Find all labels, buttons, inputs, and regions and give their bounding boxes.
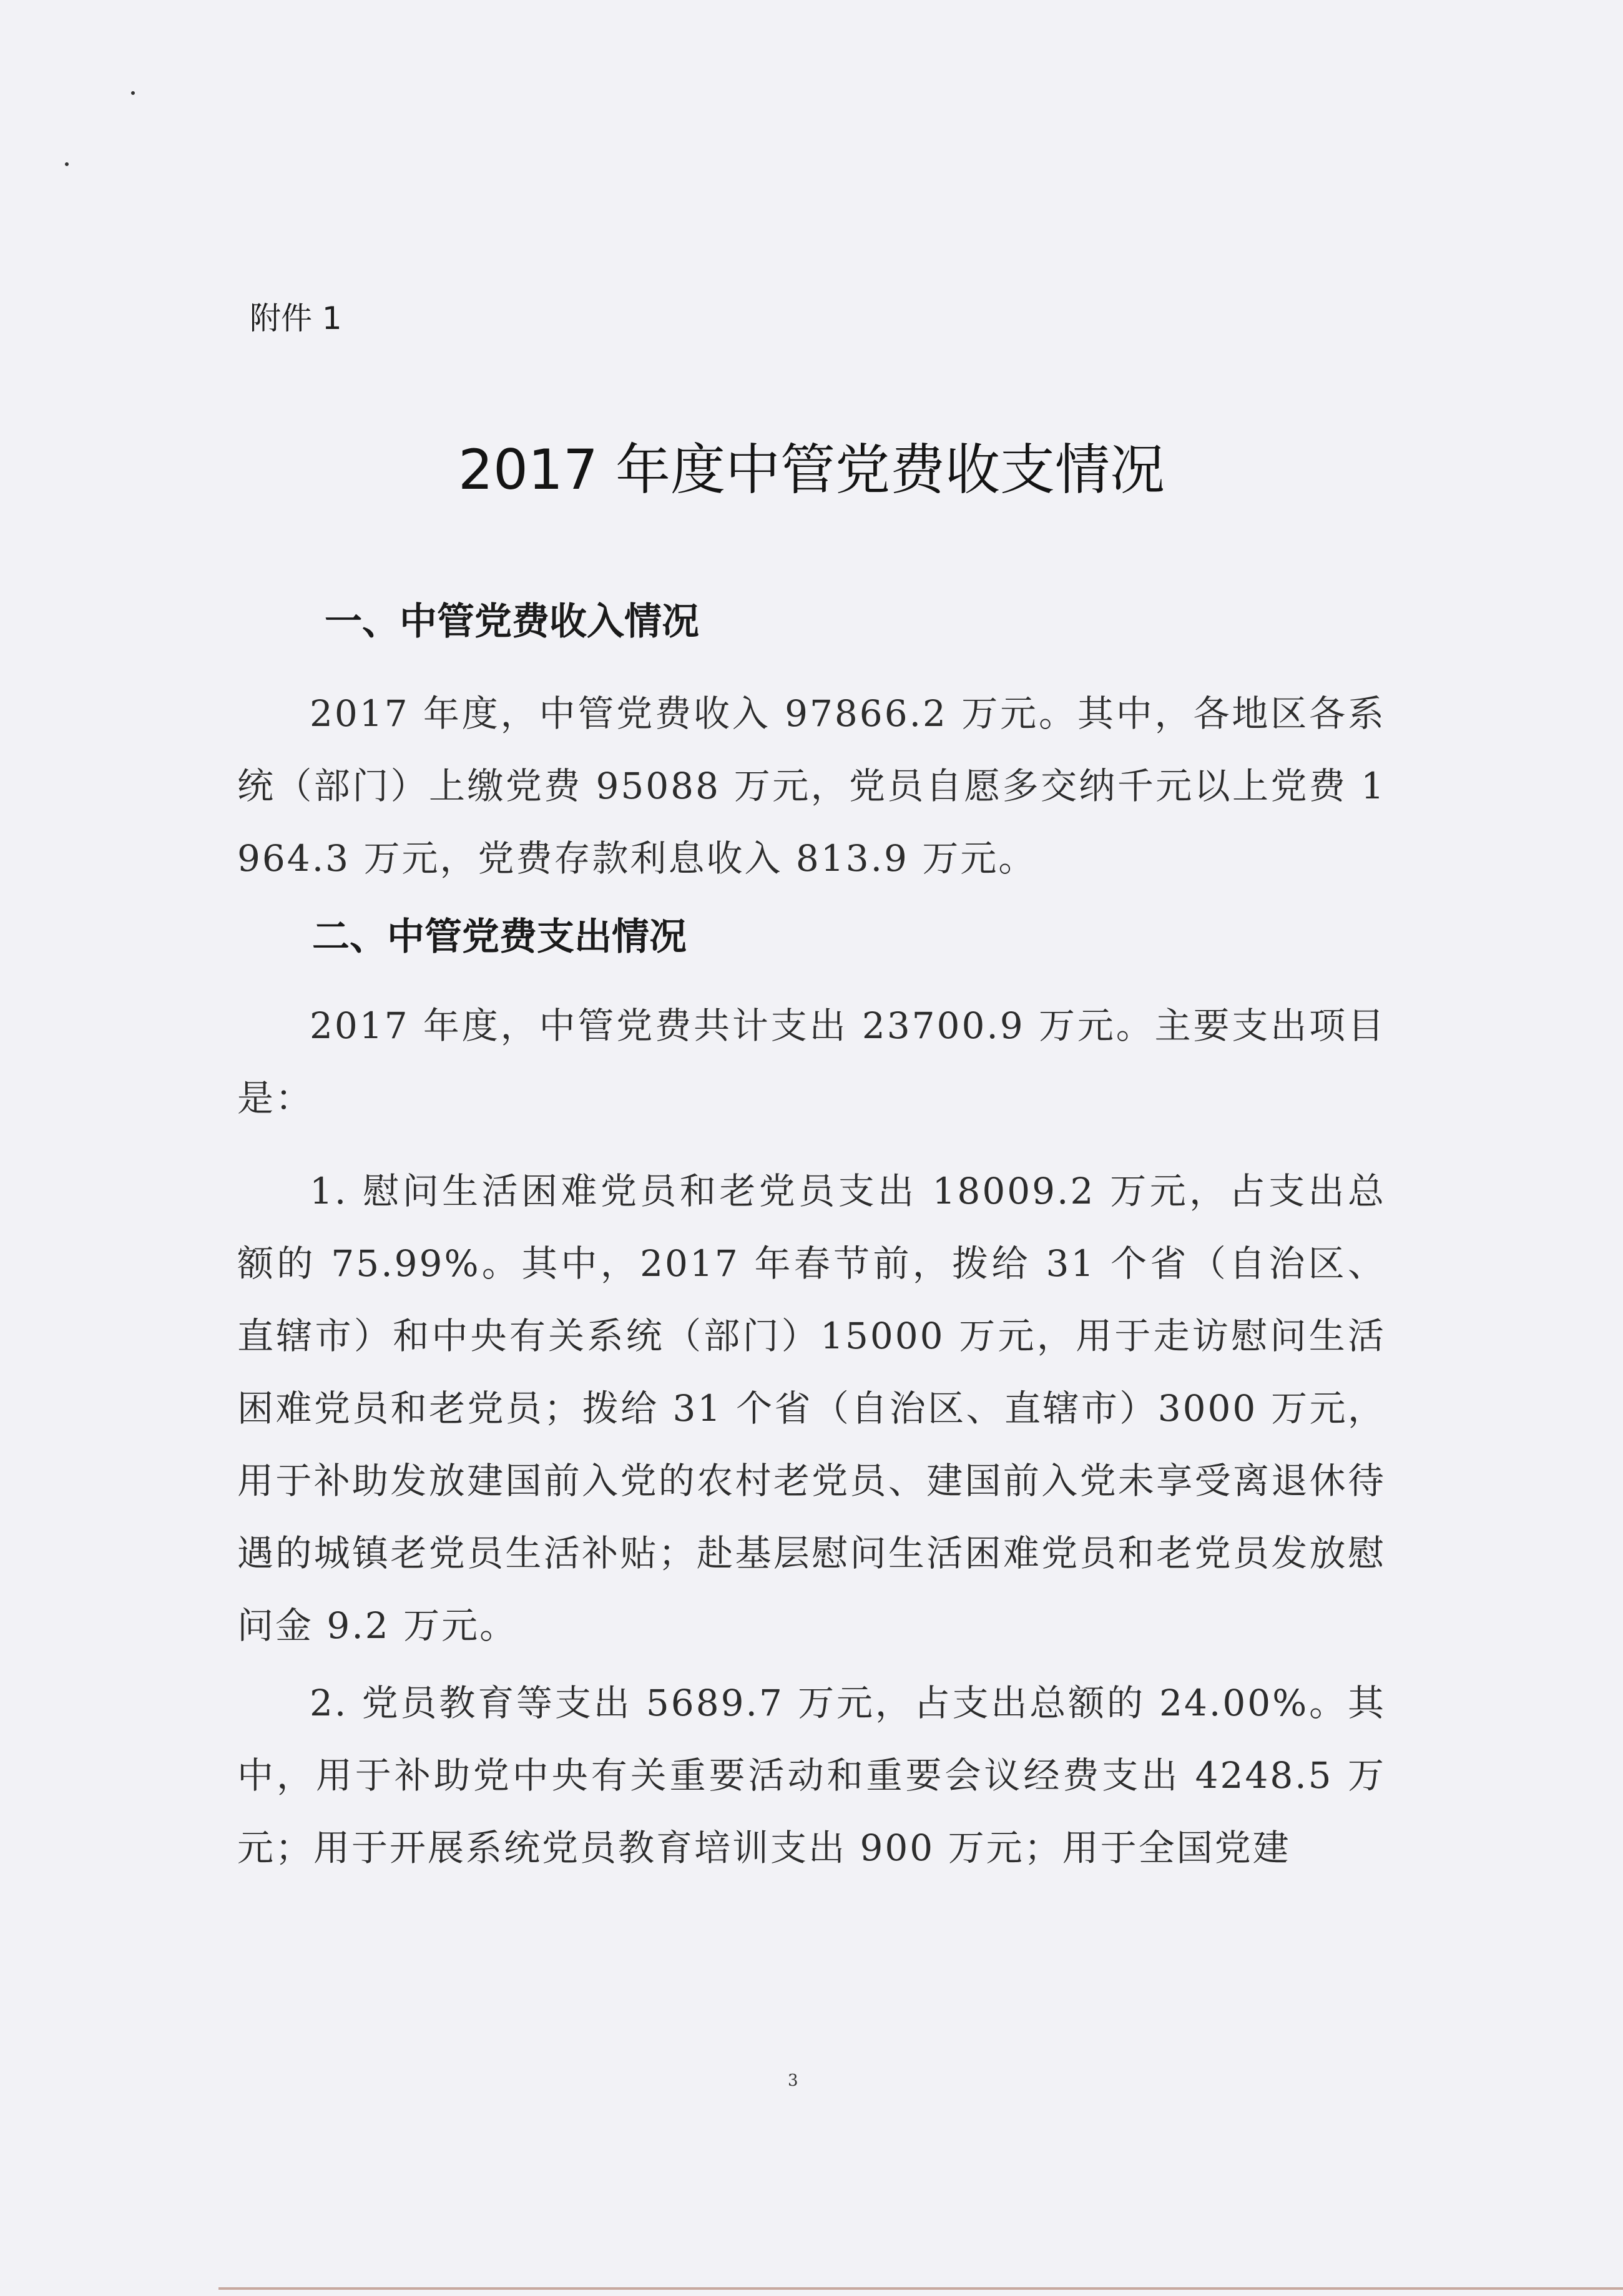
page-number: 3 xyxy=(788,2071,798,2090)
scan-speck xyxy=(131,91,135,95)
scan-speck xyxy=(65,162,69,166)
expenditure-summary-paragraph: 2017 年度，中管党费共计支出 23700.9 万元。主要支出项目是： xyxy=(237,1004,1386,1119)
scan-bottom-edge xyxy=(218,2287,1623,2290)
attachment-label: 附件 1 xyxy=(250,300,342,336)
expenditure-item-1-paragraph: 1. 慰问生活困难党员和老党员支出 18009.2 万元，占支出总额的 75.99%。其中，2017 年春节前，拨给 31 个省（自治区、直辖市）和中央有关系统（部门）15000 万元，用于走访慰问生活困难党员和老党员；拨给 31 个省（自治区、直辖市）3000 万元，用于补助发放建国前入党的农村老党员、建国前入党未享受离退休待遇的城镇老党员生活补贴；赴基层慰问生活困难党员和老党员发放慰问金 9.2 万元。 xyxy=(237,1170,1386,1647)
document-title: 2017 年度中管党费收支情况 xyxy=(458,438,1165,502)
expenditure-item-2-paragraph: 2. 党员教育等支出 5689.7 万元，占支出总额的 24.00%。其中，用于补助党中央有关重要活动和重要会议经费支出 4248.5 万元；用于开展系统党员教育培训支出 900 万元；用于全国党建 xyxy=(237,1682,1386,1869)
section-heading-income: 一、中管党费收入情况 xyxy=(325,600,699,644)
section-heading-expenditure: 二、中管党费支出情况 xyxy=(312,915,687,959)
income-paragraph: 2017 年度，中管党费收入 97866.2 万元。其中，各地区各系统（部门）上缴党费 95088 万元，党员自愿多交纳千元以上党费 1964.3 万元，党费存款利息收入 813.9 万元。 xyxy=(237,692,1386,880)
